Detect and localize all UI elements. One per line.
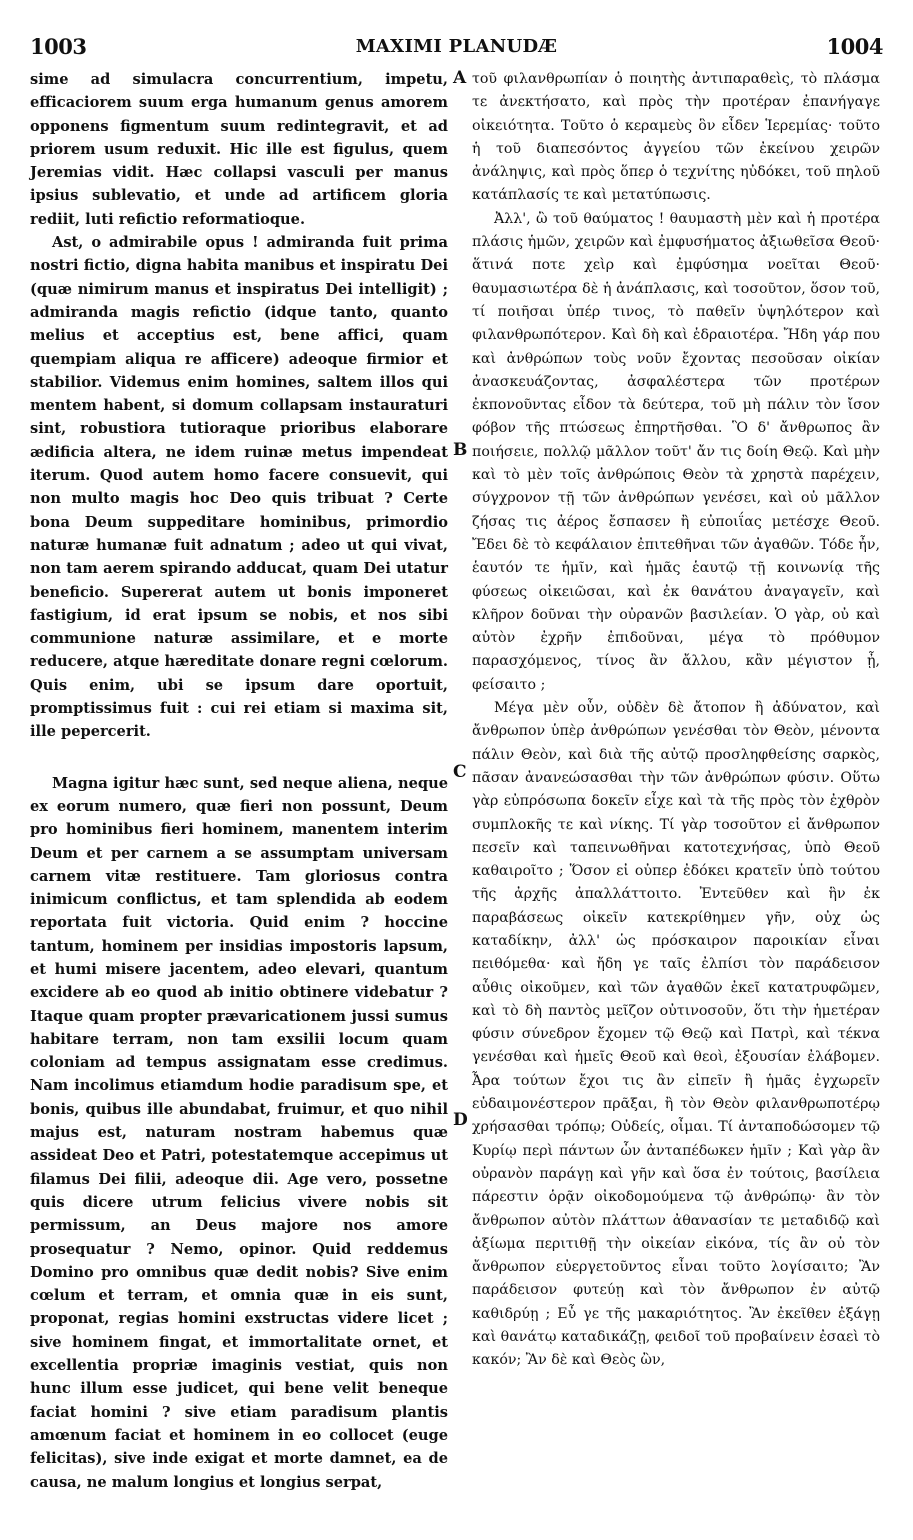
running-title: MAXIMI PLANUDÆ xyxy=(355,36,558,57)
latin-paragraph-1: sime ad simulacra concurrentium, impetu, efficaciorem suum erga humanum genus amorem opponens figmentum suum redintegravit, et ad priorem usum reduxit. Hic ille est figulus, quem Jeremias vidit. Hæc collapsi vasculi per manus ipsius sublevatio, et unde ad artificem gloria rediit, luti refictio reformatioque. xyxy=(30,71,448,228)
greek-paragraph-2: Ἀλλ', ὢ τοῦ θαύματος ! θαυμαστὴ μὲν καὶ ἡ προτέρα πλάσις ἡμῶν, χειρῶν καὶ ἐμφυσήματος ἀξιωθεῖσα Θεοῦ· ἅτινά ποτε χεὶρ καὶ ἐμφύσημα νοεῖται Θεοῦ· θαυμασιωτέρα δὲ ἡ ἀνάπλασις, καὶ τοσοῦτον, ὅσον τοῦ, τί ποιῆσαι ὑπέρ τινος, τὸ παθεῖν ὑψηλότερον καὶ φιλανθρωπότερον. Καὶ δὴ καὶ ἑδραιοτέρα. Ἤδη γάρ που καὶ ἀνθρώπων τοὺς νοῦν ἔχοντας πεσοῦσαν οἰκίαν ἀνασκευάζοντας, ἀσφαλέστερα τῶν προτέρων ἐκπονοῦντας εἶδον τὰ δεύτερα, τοῦ μὴ πάλιν τὸν ἴσον φόβον τῆς πτώσεως ἐπηρτῆσθαι. Ὃ δ' ἄνθρωπος ἂν ποιήσειε, πολλῷ μᾶλλον τοῦτ' ἄν τις δοίη Θεῷ. Καὶ μὴν καὶ τὸ μὲν τοῖς ἀνθρώποις Θεὸν τὰ χρηστὰ παρέχειν, σύγχρονον τῇ τῶν ἀνθρώπων γενέσει, καὶ οὐ μᾶλλον ζήσας τις ἀέρος ἔσπασεν ἢ εὐποιΐας μετέσχε Θεοῦ. Ἔδει δὲ τὸ κεφάλαιον ἐπιτεθῆναι τῶν ἀγαθῶν. Τόδε ἦν, ἑαυτόν τε ἡμῖν, καὶ ἡμᾶς ἑαυτῷ τῇ κοινωνίᾳ τῆς φύσεως οἰκειῶσαι, καὶ ἐκ θανάτου ἀναγαγεῖν, καὶ κλῆρον δοῦναι τὴν οὐρανῶν βασιλείαν. Ὁ γὰρ, οὐ καὶ αὑτὸν ἐχρῆν ἐπιδοῦναι, μέγα τὸ πρόθυμον παρασχόμενος, τίνος ἂν ἄλλου, κἂν μέγιστον ᾖ, φείσαιτο ; xyxy=(472,210,880,693)
page-number-right: 1004 xyxy=(826,34,883,59)
section-marker-a: A xyxy=(453,68,467,88)
paragraph-gap xyxy=(30,744,448,772)
latin-paragraph-2: Ast, o admirabile opus ! admiranda fuit prima nostri fictio, digna habita manibus et inspiratu Dei (quæ nimirum manus et inspiratus Dei intelligit) ; admiranda magis refictio (idque tanto, quanto melius et acceptius est, bene affici, quam quempiam aliqua re afficere) adeoque firmior et stabilior. Videmus enim homines, saltem illos qui mentem habent, si domum collapsam instauraturi sint, robustiora tutioraque prioribus elaborare ædificia altera, ne idem ruinæ metus impendeat iterum. Quod autem homo facere consuevit, qui non multo magis hoc Deo quis tribuat ? Certe bona Deum suppeditare hominibus, primordio naturæ humanæ fuit adnatum ; adeo ut qui vivat, non tam aerem spirando adducat, quam Dei utatur beneficio. Supererat autem ut bonis imponeret fastigium, id erat ipsum se nobis, et nos sibi communione naturæ assimilare, et e morte reducere, atque hæreditate donare regni cœlorum. Quis enim, ubi se ipsum dare oportuit, promptissimus fuit : cui rei etiam si maxima sit, ille pepercerit. xyxy=(30,234,448,741)
greek-paragraph-3: Μέγα μὲν οὖν, οὐδὲν δὲ ἄτοπον ἢ ἀδύνατον, καὶ ἄνθρωπον ὑπὲρ ἀνθρώπων γενέσθαι τὸν Θεὸν, μένοντα πάλιν Θεὸν, καὶ διὰ τῆς αὐτῷ προσληφθείσης σαρκὸς, πᾶσαν ἀνανεώσασθαι τὴν τῶν ἀνθρώπων φύσιν. Οὕτω γὰρ εὐπρόσωπα δοκεῖν εἶχε καὶ τὰ τῆς πρὸς τὸν ἐχθρὸν συμπλοκῆς τε καὶ νίκης. Τί γὰρ τοσοῦτον εἰ ἄνθρωπον πεσεῖν καὶ ταπεινωθῆναι κατοτεχνήσας, ὑπὸ Θεοῦ καθαιροῖτο ; Ὅσον εἰ οὐπερ ἐδόκει κρατεῖν ὑπὸ τούτου τῆς ἀρχῆς ἀπαλλάττοιτο. Ἐντεῦθεν καὶ ἣν ἐκ παραβάσεως οἰκεῖν κατεκρίθημεν γῆν, οὐχ ὡς καταδίκην, ἀλλ' ὡς πρόσκαιρον παροικίαν εἶναι πειθόμεθα· καὶ ἤδη γε ταῖς ἐλπίσι τὸν παράδεισον αὖθις οἰκοῦμεν, καὶ τῶν ἀγαθῶν ἐκεῖ κατατρυφῶμεν, καὶ τὸ δὴ παντὸς μεῖζον οὐτινοσοῦν, ὅτι τὴν ἡμετέραν φύσιν σύνεδρον ἔχομεν τῷ Θεῷ καὶ Πατρὶ, καὶ τέκνα γενέσθαι καὶ ἡμεῖς Θεοῦ καὶ θεοὶ, ἐξουσίαν ἐλάβομεν. Ἆρα τούτων ἔχοι τις ἂν εἰπεῖν ἢ ἡμᾶς ἐγχωρεῖν εὐδαιμονέστερον πρᾶξαι, ἢ τὸν Θεὸν φιλανθρωποτέρῳ χρήσασθαι τρόπῳ; Οὐδείς, οἶμαι. Τί ἀνταποδώσομεν τῷ Κυρίῳ περὶ πάντων ὧν ἀνταπέδωκεν ἡμῖν ; Καὶ γὰρ ἂν οὐρανὸν παράγῃ καὶ γῆν καὶ ὅσα ἐν τούτοις, βασίλεια πάρεστιν ὁρᾷν οἰκοδομούμενα τῷ ἀνθρώπῳ· ἂν τὸν ἄνθρωπον αὐτὸν πλάττων ἀθανασίαν τε μεταδιδῷ καὶ ἀξίωμα περιτιθῇ τὴν οἰκείαν εἰκόνα, τίς ἂν οὐ τὸν ἄνθρωπον εὐεργετοῦντος εἶναι τοῦτο λογίσαιτο; Ἂν παράδεισον φυτεύῃ καὶ τὸν ἄνθρωπον ἐν αὐτῷ καθιδρύῃ ; Εὖ γε τῆς μακαριότητος. Ἂν ἐκεῖθεν ἐξάγῃ καὶ θανάτῳ καταδικάζῃ, φειδοῖ τοῦ προβαίνειν ἐσαεὶ τὸ κακόν; Ἂν δὲ καὶ Θεὸς ὢν, xyxy=(472,700,880,1369)
section-marker-c: C xyxy=(453,762,467,782)
greek-paragraph-1: τοῦ φιλανθρωπίαν ὁ ποιητὴς ἀντιπαραθεὶς, τὸ πλάσμα τε ἀνεκτήσατο, καὶ πρὸς τὴν προτέραν ἐπανήγαγε οἰκειότητα. Τοῦτο ὁ κεραμεὺς ὃν εἶδεν Ἱερεμίας· τοῦτο ἡ τοῦ διαπεσόντος ἀγγείου τῶν ἐκείνου χειρῶν ἀνάληψις, καὶ πρὸς ὅπερ ὁ τεχνίτης ηὐδόκει, τοῦ πηλοῦ κατάπλασίς τε καὶ μετατύπωσις. xyxy=(472,71,880,204)
latin-column xyxy=(30,68,448,1494)
latin-paragraph-3: Magna igitur hæc sunt, sed neque aliena, neque ex eorum numero, quæ fieri non possunt, Deum pro hominibus fieri hominem, manentem interim Deum et per carnem a se assumptam universam carnem vitæ restituere. Tam gloriosus contra inimicum conflictus, et tam splendida ab eodem reportata fuit victoria. Quid enim ? hoccine tantum, hominem per insidias impostoris lapsum, et humi misere jacentem, adeo elevari, quantum excidere ab eo quod ab initio obtinere videbatur ? Itaque quam propter prævaricationem jussi sumus habitare terram, non tam exsilii locum quam coloniam ad tempus assignatam esse credimus. Nam incolimus etiamdum hodie paradisum spe, et bonis, quibus ille abundabat, fruimur, et quo nihil majus est, naturam nostram habemus quæ assideat Deo et Patri, potestatemque accepimus ut filamus Dei filii, adeoque dii. Age vero, possetne quis dicere utrum felicius vivere nobis sit permissum, an Deus majore nos amore prosequatur ? Nemo, opinor. Quid reddemus Domino pro omnibus quæ dedit nobis? Sive enim cœlum et terram, et omnia quæ in eis sunt, proponat, regias homini exstructas videre licet ; sive hominem fingat, et immortalitate ornet, et excellentia propriæ imaginis vestiat, quis non hunc illum esse judicet, qui bene velit beneque faciat homini ? sive etiam paradisum plantis amœnum faciat et hominem in eo collocet (euge felicitas), sive inde exigat et morte damnet, ea de causa, ne malum longius et longius serpat, xyxy=(30,774,448,1491)
page-header xyxy=(30,34,883,64)
section-marker-d: D xyxy=(453,1110,468,1130)
page-number-left: 1003 xyxy=(30,34,87,59)
section-marker-b: B xyxy=(453,440,468,460)
greek-column xyxy=(472,68,880,1373)
